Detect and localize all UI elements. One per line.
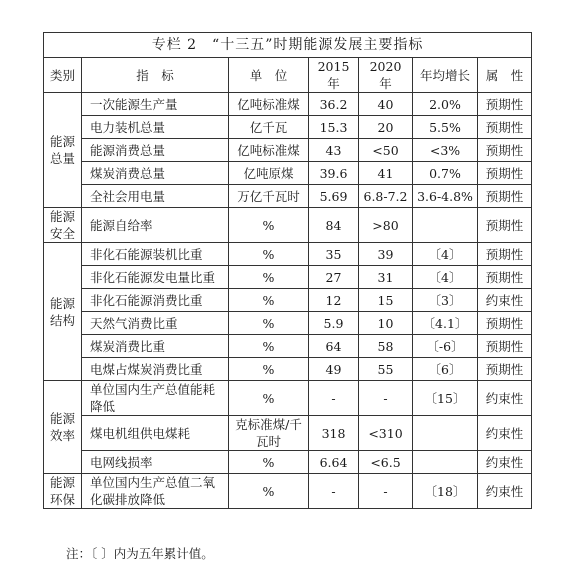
value-2015-cell: 43	[309, 139, 359, 162]
indicator-cell: 单位国内生产总值二氧化碳排放降低	[82, 474, 229, 509]
value-2015-cell: 84	[309, 208, 359, 243]
growth-cell: 5.5%	[413, 116, 478, 139]
indicator-cell: 电力装机总量	[82, 116, 229, 139]
value-2020-cell: <310	[359, 416, 413, 451]
growth-cell: 〔3〕	[413, 289, 478, 312]
unit-cell: %	[229, 335, 309, 358]
indicator-cell: 能源自给率	[82, 208, 229, 243]
unit-cell: 克标准煤/千瓦时	[229, 416, 309, 451]
value-2020-cell: -	[359, 474, 413, 509]
footnote: 注：〔 〕内为五年累计值。	[66, 546, 214, 561]
value-2020-cell: 31	[359, 266, 413, 289]
attribute-cell: 约束性	[478, 289, 532, 312]
unit-cell: %	[229, 289, 309, 312]
unit-cell: %	[229, 266, 309, 289]
value-2015-cell: 64	[309, 335, 359, 358]
indicator-cell: 非化石能源消费比重	[82, 289, 229, 312]
category-cell: 能源安全	[44, 208, 82, 243]
growth-cell: 〔4.1〕	[413, 312, 478, 335]
growth-cell: 〔4〕	[413, 266, 478, 289]
header-unit: 单 位	[229, 58, 309, 93]
value-2020-cell: -	[359, 381, 413, 416]
unit-cell: 亿吨原煤	[229, 162, 309, 185]
attribute-cell: 预期性	[478, 162, 532, 185]
table-row	[44, 185, 532, 208]
table-row	[44, 358, 532, 381]
growth-cell	[413, 208, 478, 243]
value-2020-cell: 58	[359, 335, 413, 358]
indicators-table	[43, 32, 532, 509]
value-2020-cell: >80	[359, 208, 413, 243]
indicator-cell: 电煤占煤炭消费比重	[82, 358, 229, 381]
value-2015-cell: 27	[309, 266, 359, 289]
header-attribute: 属 性	[478, 58, 532, 93]
unit-cell: %	[229, 208, 309, 243]
attribute-cell: 约束性	[478, 474, 532, 509]
header-growth: 年均增长	[413, 58, 478, 93]
value-2020-cell: 10	[359, 312, 413, 335]
attribute-cell: 约束性	[478, 451, 532, 474]
attribute-cell: 预期性	[478, 243, 532, 266]
value-2020-cell: <6.5	[359, 451, 413, 474]
attribute-cell: 约束性	[478, 416, 532, 451]
value-2020-cell: <50	[359, 139, 413, 162]
indicator-cell: 一次能源生产量	[82, 93, 229, 116]
attribute-cell: 预期性	[478, 139, 532, 162]
header-2015: 2015 年	[309, 58, 359, 93]
growth-cell	[413, 451, 478, 474]
unit-cell: 亿吨标准煤	[229, 139, 309, 162]
attribute-cell: 预期性	[478, 266, 532, 289]
table-row	[44, 208, 532, 243]
growth-cell: 〔6〕	[413, 358, 478, 381]
table-row	[44, 243, 532, 266]
table-row	[44, 451, 532, 474]
value-2015-cell: 5.69	[309, 185, 359, 208]
value-2020-cell: 41	[359, 162, 413, 185]
indicator-cell: 天然气消费比重	[82, 312, 229, 335]
attribute-cell: 预期性	[478, 335, 532, 358]
table-row	[44, 474, 532, 509]
table-row	[44, 116, 532, 139]
unit-cell: %	[229, 381, 309, 416]
indicator-cell: 非化石能源装机比重	[82, 243, 229, 266]
unit-cell: %	[229, 243, 309, 266]
growth-cell: 〔15〕	[413, 381, 478, 416]
attribute-cell: 预期性	[478, 208, 532, 243]
value-2015-cell: 49	[309, 358, 359, 381]
table-row	[44, 416, 532, 451]
indicator-cell: 煤炭消费比重	[82, 335, 229, 358]
value-2020-cell: 55	[359, 358, 413, 381]
growth-cell: 3.6-4.8%	[413, 185, 478, 208]
header-category: 类别	[44, 58, 82, 93]
indicator-cell: 煤炭消费总量	[82, 162, 229, 185]
indicator-cell: 单位国内生产总值能耗降低	[82, 381, 229, 416]
indicator-cell: 煤电机组供电煤耗	[82, 416, 229, 451]
value-2015-cell: 39.6	[309, 162, 359, 185]
unit-cell: %	[229, 358, 309, 381]
table-row	[44, 335, 532, 358]
growth-cell: 〔-6〕	[413, 335, 478, 358]
growth-cell: 2.0%	[413, 93, 478, 116]
header-2020: 2020 年	[359, 58, 413, 93]
value-2020-cell: 6.8-7.2	[359, 185, 413, 208]
table-row	[44, 162, 532, 185]
value-2015-cell: 12	[309, 289, 359, 312]
table-row	[44, 381, 532, 416]
category-cell: 能源总量	[44, 93, 82, 208]
category-cell: 能源效率	[44, 381, 82, 474]
growth-cell: 〔4〕	[413, 243, 478, 266]
unit-cell: %	[229, 474, 309, 509]
value-2015-cell: -	[309, 381, 359, 416]
unit-cell: 亿吨标准煤	[229, 93, 309, 116]
table-row	[44, 312, 532, 335]
table-row	[44, 266, 532, 289]
table-row	[44, 289, 532, 312]
value-2015-cell: 6.64	[309, 451, 359, 474]
growth-cell	[413, 416, 478, 451]
header-indicator: 指 标	[82, 58, 229, 93]
category-cell: 能源结构	[44, 243, 82, 381]
growth-cell: 0.7%	[413, 162, 478, 185]
value-2015-cell: 318	[309, 416, 359, 451]
table-row	[44, 93, 532, 116]
value-2020-cell: 40	[359, 93, 413, 116]
unit-cell: %	[229, 312, 309, 335]
growth-cell: <3%	[413, 139, 478, 162]
header-row	[44, 58, 532, 93]
value-2015-cell: 35	[309, 243, 359, 266]
value-2015-cell: 36.2	[309, 93, 359, 116]
table-title: 专栏 2 “十三五”时期能源发展主要指标	[44, 33, 532, 58]
value-2015-cell: 5.9	[309, 312, 359, 335]
indicator-cell: 非化石能源发电量比重	[82, 266, 229, 289]
value-2015-cell: 15.3	[309, 116, 359, 139]
attribute-cell: 预期性	[478, 312, 532, 335]
unit-cell: %	[229, 451, 309, 474]
category-cell: 能源环保	[44, 474, 82, 509]
attribute-cell: 预期性	[478, 358, 532, 381]
value-2020-cell: 39	[359, 243, 413, 266]
growth-cell: 〔18〕	[413, 474, 478, 509]
attribute-cell: 约束性	[478, 381, 532, 416]
indicator-cell: 电网线损率	[82, 451, 229, 474]
value-2020-cell: 20	[359, 116, 413, 139]
attribute-cell: 预期性	[478, 185, 532, 208]
table-row	[44, 139, 532, 162]
value-2020-cell: 15	[359, 289, 413, 312]
attribute-cell: 预期性	[478, 93, 532, 116]
indicator-cell: 全社会用电量	[82, 185, 229, 208]
unit-cell: 亿千瓦	[229, 116, 309, 139]
unit-cell: 万亿千瓦时	[229, 185, 309, 208]
indicator-cell: 能源消费总量	[82, 139, 229, 162]
value-2015-cell: -	[309, 474, 359, 509]
attribute-cell: 预期性	[478, 116, 532, 139]
